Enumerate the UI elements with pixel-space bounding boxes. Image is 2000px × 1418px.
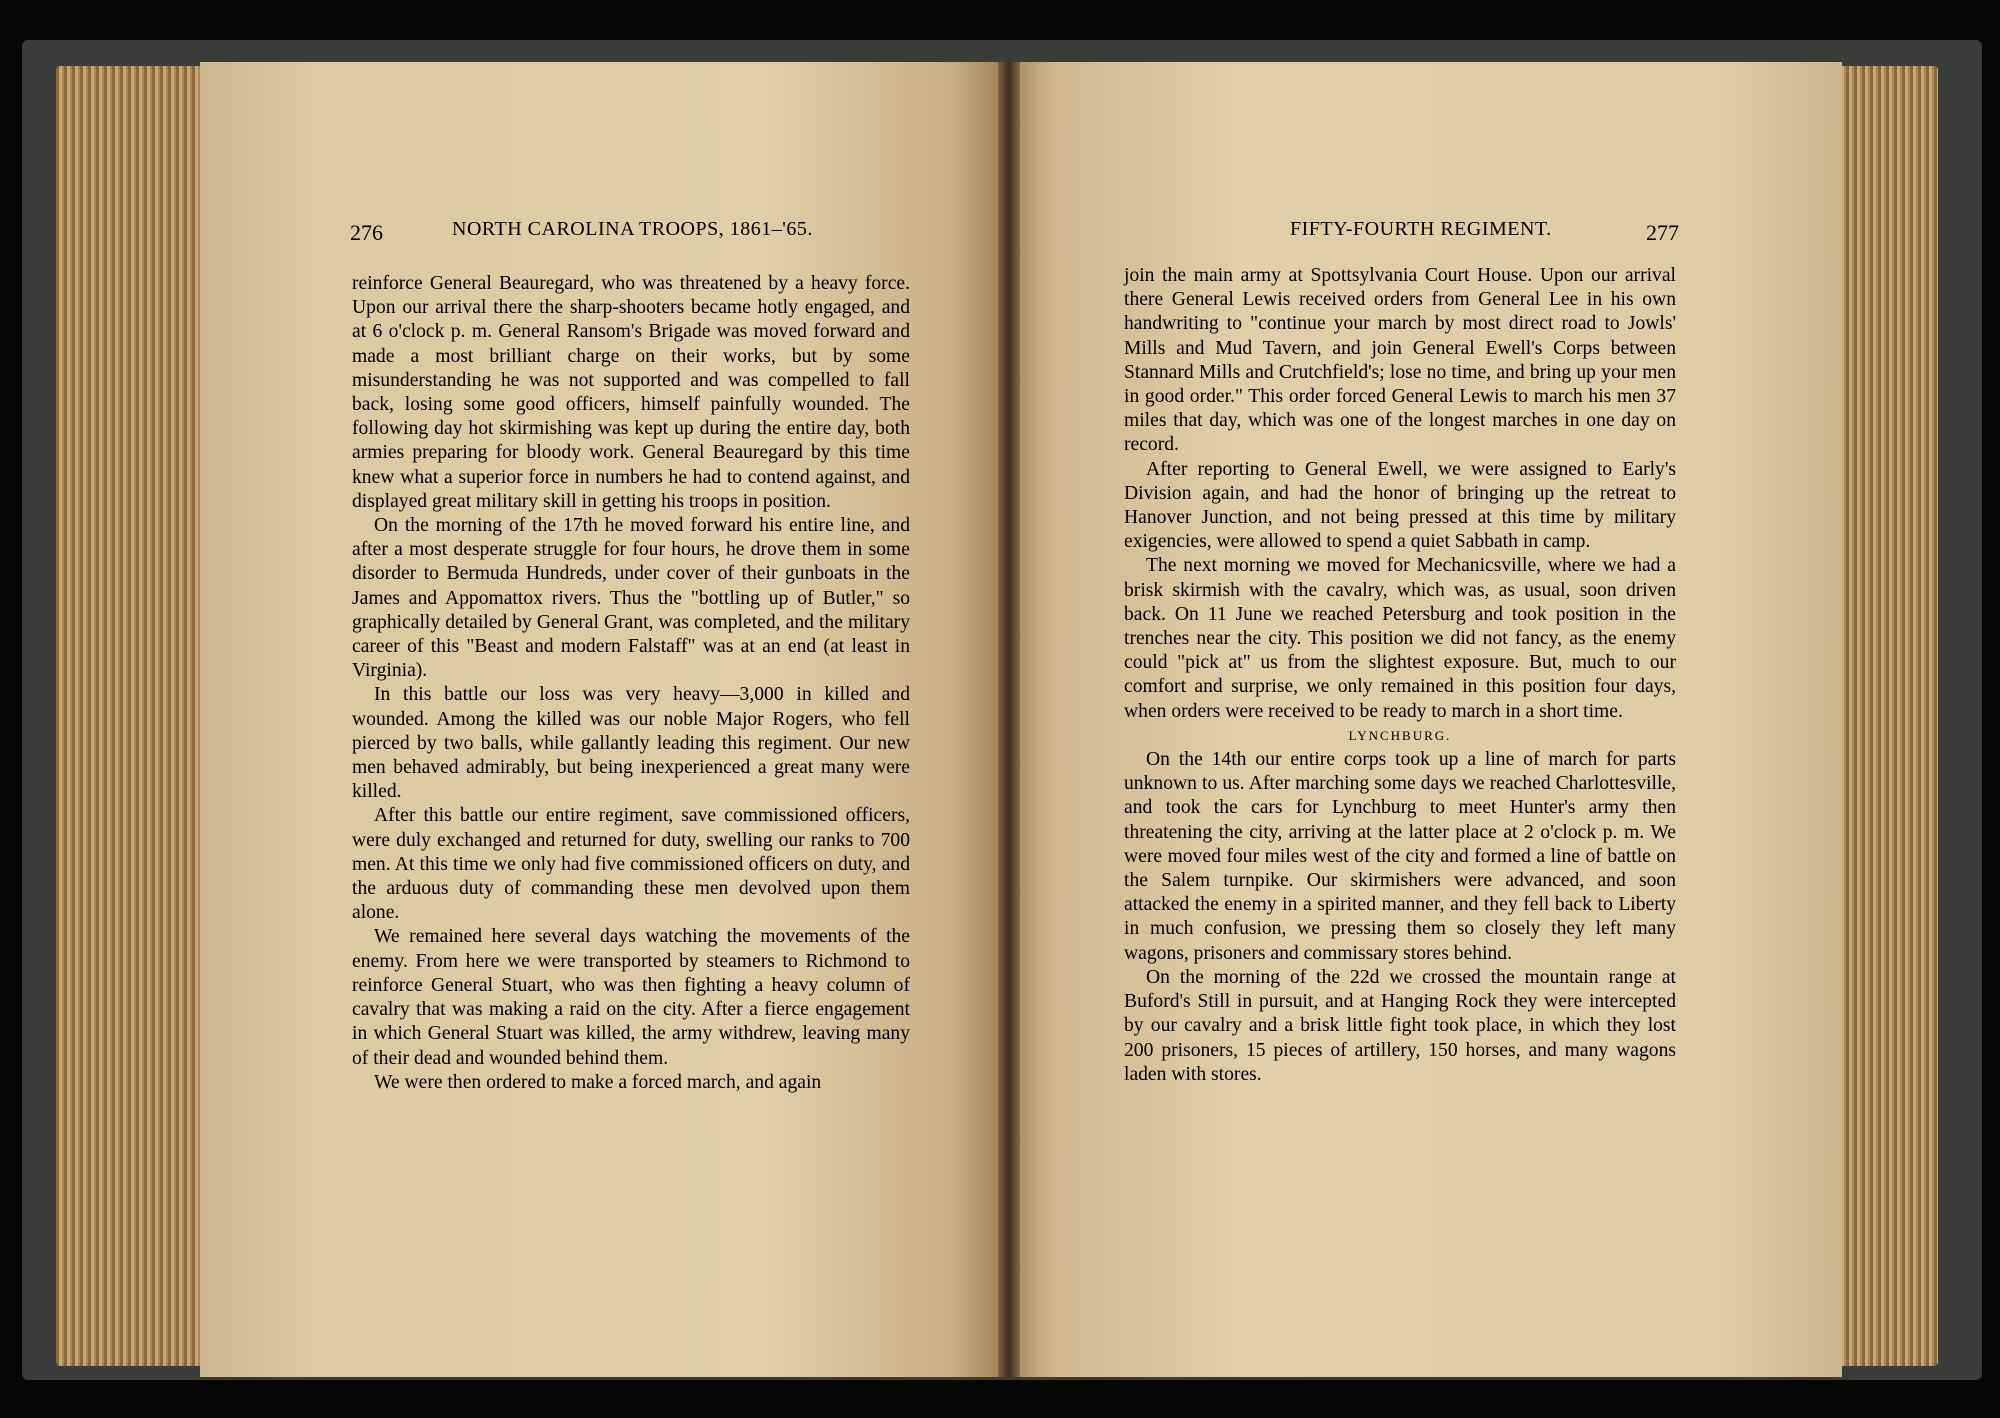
left-running-head: NORTH CAROLINA TROOPS, 1861–'65. bbox=[452, 218, 813, 240]
left-page-number: 276 bbox=[350, 220, 383, 245]
left-paragraph: We remained here several days watching the movements of the enemy. From here we were transported by steamers to Richmond to reinforce General Stuart, who was then fighting a heavy column of cavalry that was making a raid on the city. After a fierce engagement in which General Stuart was killed, the army withdrew, leaving many of their dead and wounded behind them. bbox=[352, 926, 910, 1069]
right-page-body bbox=[1124, 264, 1676, 1087]
right-running-head: FIFTY-FOURTH REGIMENT. bbox=[1290, 218, 1552, 240]
left-paragraph: In this battle our loss was very heavy—3,000 in killed and wounded. Among the killed was our noble Major Rogers, who fell pierced by two balls, while gallantly leading this regiment. Our new men behaved admirably, but being inexperienced a great many were killed. bbox=[352, 684, 910, 803]
right-paragraph: The next morning we moved for Mechanicsville, where we had a brisk skirmish with the cavalry, which was, as usual, soon driven back. On 11 June we reached Petersburg and took position in the trenches near the city. This position we did not fancy, as the enemy could "pick at" us from the slightest exposure. But, much to our comfort and surprise, we only remained in this position four days, when orders were received to be ready to march in a short time. bbox=[1124, 555, 1676, 722]
right-paragraph: On the 14th our entire corps took up a line of march for parts unknown to us. After marching some days we reached Charlottesville, and took the cars for Lynchburg to meet Hunter's army then threatening the city, arriving at the latter place at 2 o'clock p. m. We were moved four miles west of the city and formed a line of battle on the Salem turnpike. Our skirmishers were advanced, and soon attacked the enemy in a spirited manner, and they fell back to Liberty in much confusion, we pressing them so closely they left many wagons, prisoners and commissary stores behind. bbox=[1124, 749, 1676, 964]
page-edges-left bbox=[56, 66, 206, 1366]
book-gutter bbox=[998, 62, 1020, 1377]
left-paragraph: On the morning of the 17th he moved forward his entire line, and after a most desperate struggle for four hours, he drove them in some disorder to Bermuda Hundreds, under cover of their gunboats in the James and Appomattox rivers. Thus the "bottling up of Butler," so graphically detailed by General Grant, was completed, and the military career of this "Beast and modern Falstaff" was at an end (at least in Virginia). bbox=[352, 515, 910, 682]
section-heading: LYNCHBURG. bbox=[1348, 727, 1452, 743]
right-paragraph: On the morning of the 22d we crossed the mountain range at Buford's Still in pursuit, and at Hanging Rock they were intercepted by our cavalry and a brisk little fight took place, in which they lost 200 prisoners, 15 pieces of artillery, 150 horses, and many wagons laden with stores. bbox=[1124, 966, 1676, 1085]
page-edges-right bbox=[1838, 66, 1938, 1366]
right-page-number: 277 bbox=[1646, 220, 1679, 245]
right-paragraph: join the main army at Spottsylvania Court House. Upon our arrival there General Lewis received orders from General Lee in his own handwriting to "continue your march by most direct road to Jowls' Mills and Mud Tavern, and join General Ewell's Corps between Stannard Mills and Crutchfield's; lose no time, and bring up your men in good order." This order forced General Lewis to march his men 37 miles that day, which was one of the longest marches in one day on record. bbox=[1124, 265, 1676, 456]
right-paragraph: After reporting to General Ewell, we were assigned to Early's Division again, and had the honor of bringing up the retreat to Hanover Junction, and not being pressed at this time by military exigencies, were allowed to spend a quiet Sabbath in camp. bbox=[1124, 458, 1676, 553]
left-paragraph: reinforce General Beauregard, who was threatened by a heavy force. Upon our arrival there the sharp-shooters became hotly engaged, and at 6 o'clock p. m. General Ransom's Brigade was moved forward and made a most brilliant charge on their works, but by some misunderstanding he was not supported and was compelled to fall back, losing some good officers, himself painfully wounded. The following day hot skirmishing was kept up during the entire day, both armies preparing for bloody work. General Beauregard by this time knew what a superior force in numbers he had to contend against, and displayed great military skill in getting his troops in position. bbox=[352, 273, 910, 512]
left-paragraph: We were then ordered to make a forced march, and again bbox=[374, 1071, 822, 1093]
left-paragraph: After this battle our entire regiment, save commissioned officers, were duly exchanged and returned for duty, swelling our ranks to 700 men. At this time we only had five commissioned officers on duty, and the arduous duty of commanding these men devolved upon them alone. bbox=[352, 805, 910, 924]
left-page-body bbox=[352, 272, 910, 1095]
